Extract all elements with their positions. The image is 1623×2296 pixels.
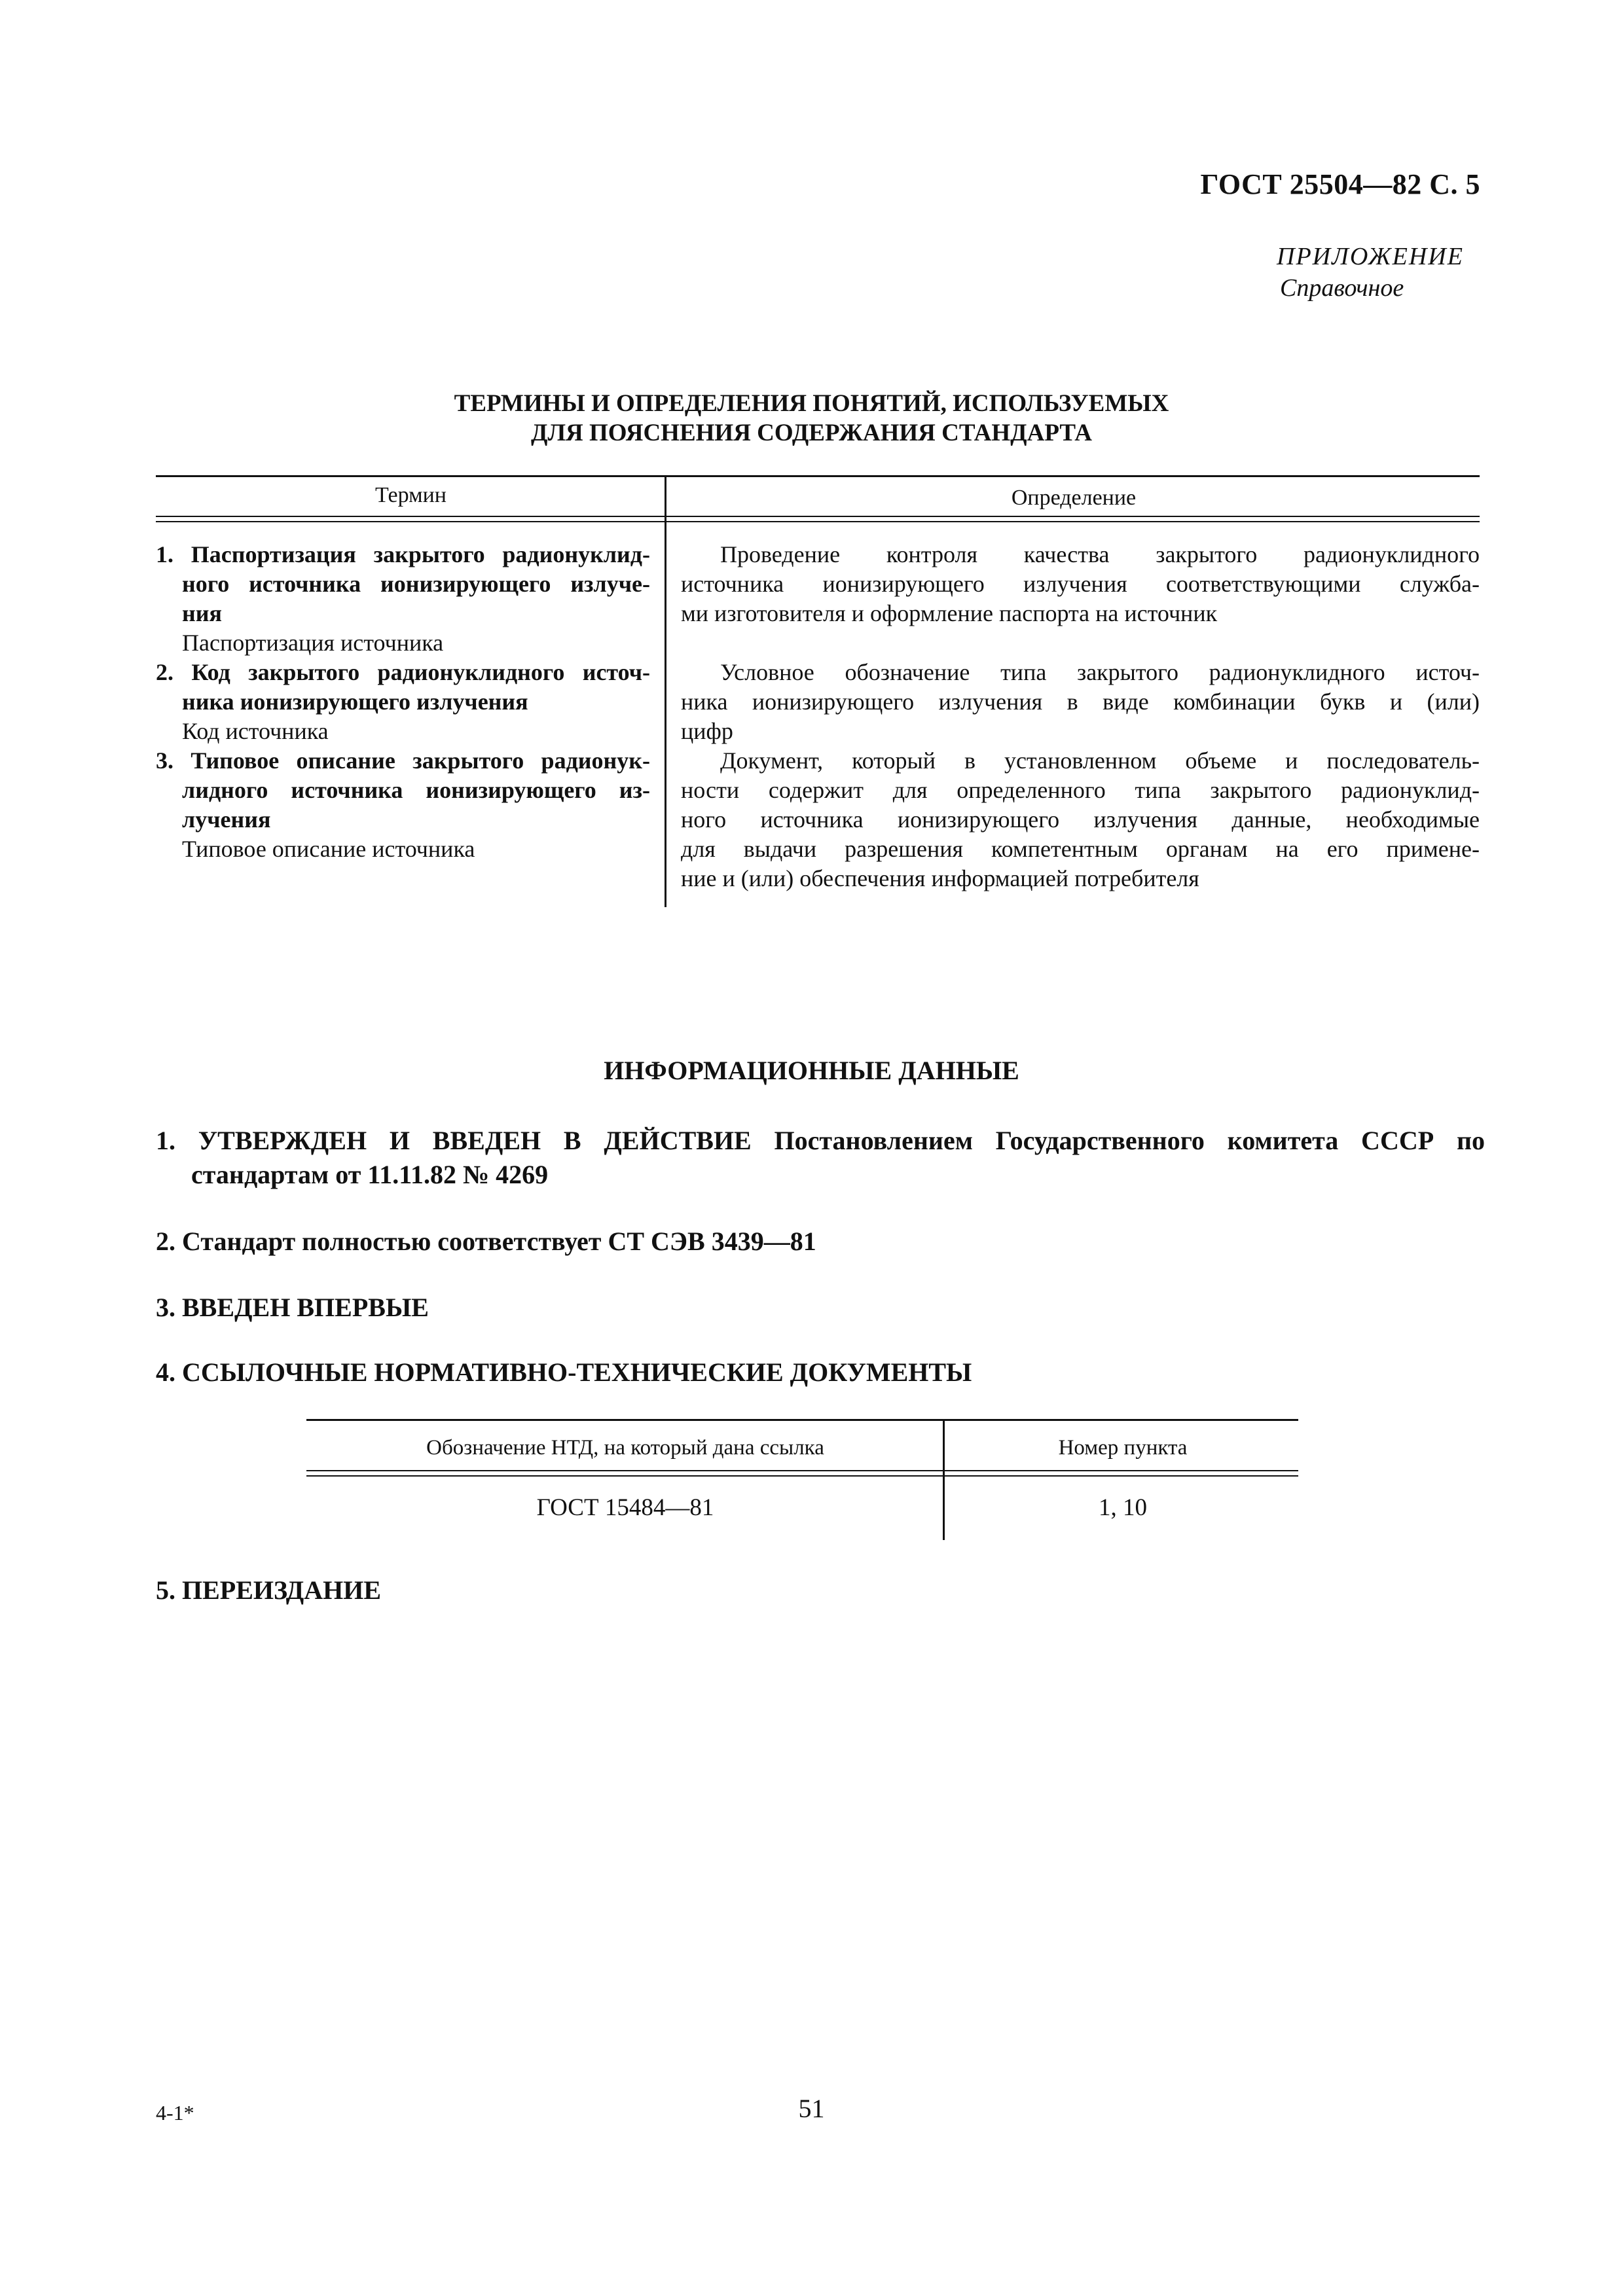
terms-table-header-definition: Определение	[1011, 486, 1137, 510]
appendix-type: Справочное	[1280, 274, 1404, 302]
term-row-1	[156, 540, 650, 658]
terms-section-title-line1: ТЕРМИНЫ И ОПРЕДЕЛЕНИЯ ПОНЯТИЙ, ИСПОЛЬЗУЕМЫХ	[454, 390, 1169, 417]
footer-sheet-mark: 4-1*	[156, 2101, 194, 2125]
refs-table-column-divider	[943, 1419, 945, 1540]
term-short-form: Код источника	[182, 718, 329, 744]
terms-table-header-rule-2	[156, 521, 1480, 522]
info-item-4: 4. ССЫЛОЧНЫЕ НОРМАТИВНО-ТЕХНИЧЕСКИЕ ДОКУМЕНТЫ	[156, 1357, 972, 1387]
term-title-line: ния	[182, 600, 222, 626]
definition-line: Условное обозначение типа закрытого радионуклидного источ-	[720, 659, 1480, 685]
definition-row-2	[681, 658, 1480, 746]
definition-line: Документ, который в установленном объеме и последователь-	[720, 747, 1480, 774]
terms-table-top-rule	[156, 475, 1480, 477]
term-title-line: лучения	[182, 806, 271, 833]
refs-table-cell-item-number: 1, 10	[1099, 1494, 1147, 1521]
info-item-1-line1: 1. УТВЕРЖДЕН И ВВЕДЕН В ДЕЙСТВИЕ Постановлением Государственного комитета СССР по	[156, 1126, 1485, 1155]
definition-line: цифр	[681, 718, 733, 744]
terms-table-header-rule	[156, 516, 1480, 517]
term-title-line: ника ионизирующего излучения	[182, 689, 528, 715]
refs-table-header-item-number: Номер пункта	[1058, 1436, 1188, 1460]
refs-table-header-ntd: Обозначение НТД, на который дана ссылка	[426, 1436, 824, 1460]
term-title-line: 2. Код закрытого радионуклидного источ-	[156, 659, 650, 685]
term-short-form: Паспортизация источника	[182, 630, 444, 656]
definition-line: Проведение контроля качества закрытого радионуклидного	[720, 541, 1480, 567]
term-title-line: 1. Паспортизация закрытого радионуклид-	[156, 541, 650, 567]
info-section-title: ИНФОРМАЦИОННЫЕ ДАННЫЕ	[604, 1056, 1019, 1085]
definition-line: ника ионизирующего излучения в виде комбинации букв и (или)	[681, 689, 1480, 715]
refs-table-header-rule-2	[306, 1475, 1298, 1477]
term-title-line: 3. Типовое описание закрытого радионук-	[156, 747, 650, 774]
info-item-2: 2. Стандарт полностью соответствует СТ СЭВ 3439—81	[156, 1227, 816, 1256]
terms-section-title-line2: ДЛЯ ПОЯСНЕНИЯ СОДЕРЖАНИЯ СТАНДАРТА	[531, 420, 1092, 446]
definition-line: ние и (или) обеспечения информацией потребителя	[681, 865, 1199, 891]
term-title-line: лидного источника ионизирующего из-	[182, 777, 650, 803]
term-title-line: ного источника ионизирующего излуче-	[182, 571, 650, 597]
term-short-form: Типовое описание источника	[182, 836, 475, 862]
info-item-5: 5. ПЕРЕИЗДАНИЕ	[156, 1575, 382, 1605]
definition-row-3	[681, 746, 1480, 893]
definition-line: источника ионизирующего излучения соответствующими служба-	[681, 571, 1480, 597]
page-number: 51	[798, 2094, 825, 2123]
definition-line: для выдачи разрешения компетентным органам на его примене-	[681, 836, 1480, 862]
definition-line: ного источника ионизирующего излучения данные, необходимые	[681, 806, 1480, 833]
definition-line: ности содержит для определенного типа закрытого радионуклид-	[681, 777, 1480, 803]
term-row-2	[156, 658, 650, 746]
appendix-label: ПРИЛОЖЕНИЕ	[1277, 243, 1464, 270]
info-item-3: 3. ВВЕДЕН ВПЕРВЫЕ	[156, 1293, 429, 1322]
terms-table-header-term: Термин	[375, 483, 447, 507]
terms-table-column-divider	[665, 475, 666, 907]
refs-table-top-rule	[306, 1419, 1298, 1421]
info-item-1-line2: стандартам от 11.11.82 № 4269	[191, 1160, 549, 1189]
definition-line: ми изготовителя и оформление паспорта на источник	[681, 600, 1218, 626]
term-row-3	[156, 746, 650, 864]
refs-table-header-rule	[306, 1470, 1298, 1471]
definition-row-1	[681, 540, 1480, 628]
refs-table-cell-ntd: ГОСТ 15484—81	[536, 1494, 714, 1521]
page-header-standard: ГОСТ 25504—82 С. 5	[1200, 168, 1480, 200]
